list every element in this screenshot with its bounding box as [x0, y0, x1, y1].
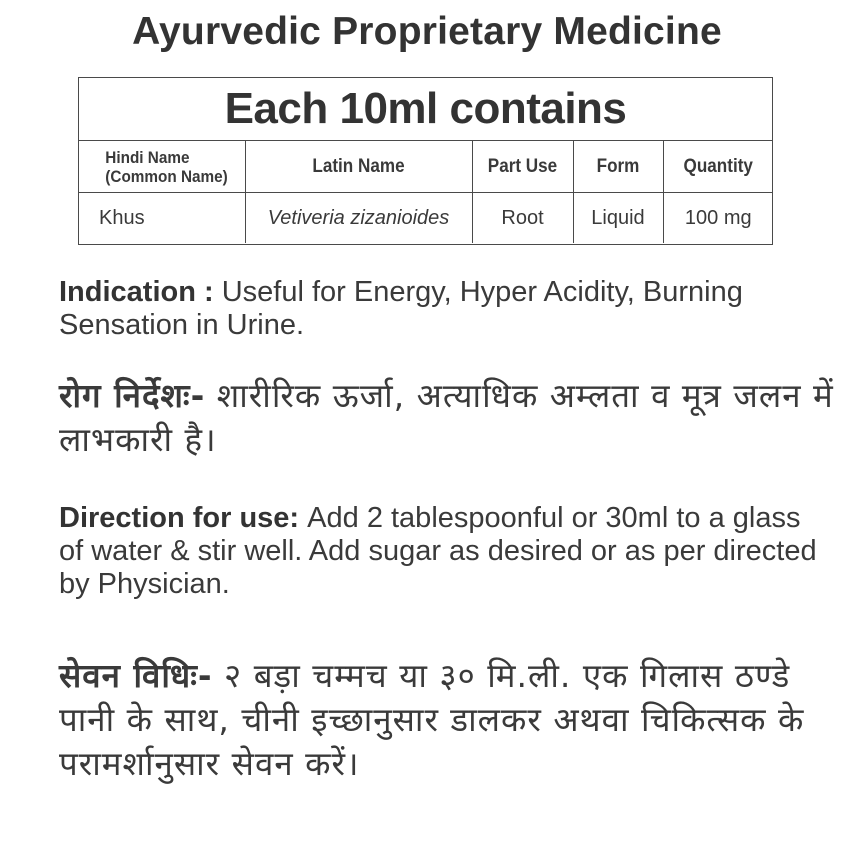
column-header-part-use: Part Use [477, 141, 568, 193]
direction-label: Direction for use: [59, 502, 308, 534]
cell-quantity: 100 mg [684, 206, 752, 229]
column-header-latin-name: Latin Name [256, 141, 460, 193]
cell-hindi-name: Khus [79, 193, 245, 244]
direction-text: Add 2 tablespoonful or 30ml to a glass of water & stir well. Add sugar as desired or as per directed by Physician. [59, 502, 817, 600]
column-header-form: Form [578, 141, 659, 193]
cell-part-use: Root [472, 193, 573, 244]
composition-table [78, 77, 773, 245]
table-heading: Each 10ml contains [79, 78, 772, 141]
direction-paragraph [59, 502, 819, 601]
page-title: Ayurvedic Proprietary Medicine [132, 10, 722, 53]
column-header-hindi-name: Hindi Name (Common Name) [87, 141, 236, 193]
table-row [79, 193, 773, 244]
table-header-row [79, 141, 773, 193]
cell-form: Liquid [573, 193, 663, 244]
direction-hindi-text: २ बड़ा चम्मच या ३० मि.ली. एक गिलास ठण्डे पानी के साथ, चीनी इच्छानुसार डालकर अथवा चिकित्सक के परामर्शानुसार सेवन करें। [59, 656, 805, 783]
indication-hindi-paragraph [59, 374, 839, 462]
column-header-quantity: Quantity [669, 141, 768, 193]
indication-hindi-label: रोग निर्देशः- [59, 376, 206, 415]
cell-latin-name: Vetiveria zizanioides [245, 193, 472, 244]
direction-hindi-label: सेवन विधिः- [59, 656, 213, 695]
ingredients-table [79, 141, 773, 243]
indication-hindi-text: शारीरिक ऊर्जा, अत्याधिक अम्लता व मूत्र जलन में लाभकारी है। [59, 376, 834, 459]
indication-label: Indication : [59, 276, 222, 308]
indication-paragraph [59, 276, 819, 342]
direction-hindi-paragraph [59, 654, 839, 786]
indication-text: Useful for Energy, Hyper Acidity, Burning Sensation in Urine. [59, 276, 743, 341]
